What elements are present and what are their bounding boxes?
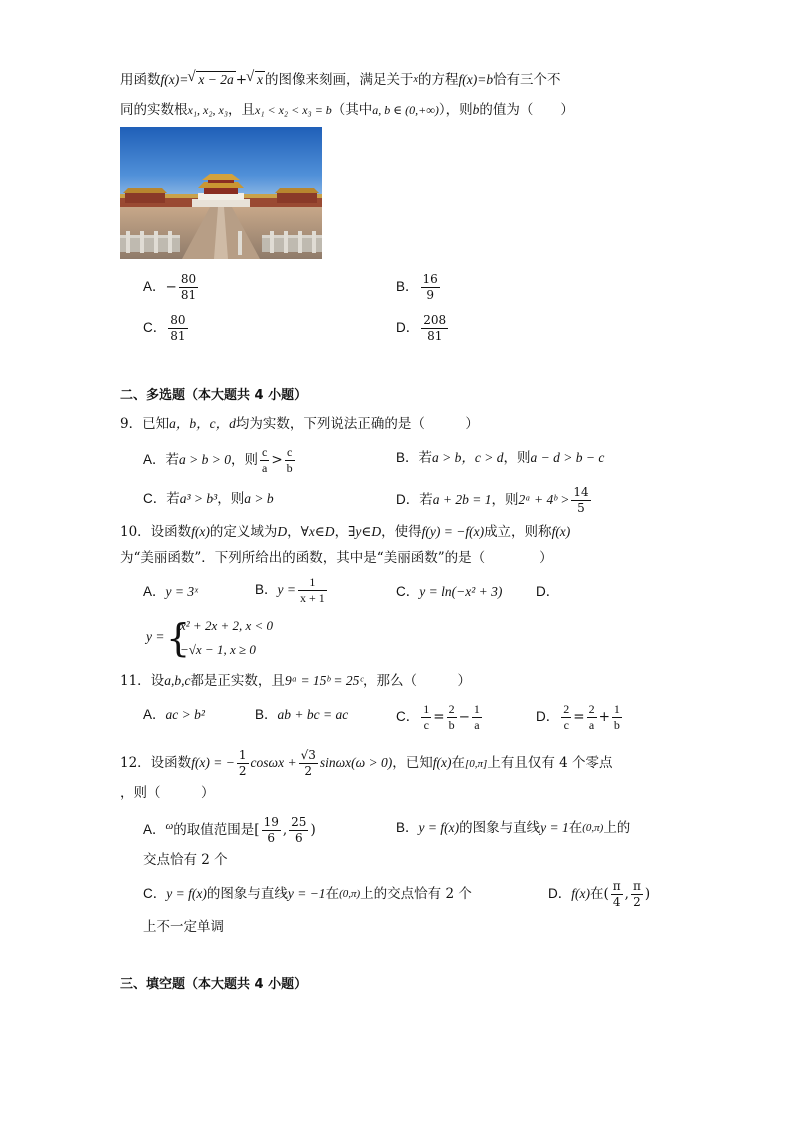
bracket: )	[310, 822, 316, 838]
section-heading-multiple-choice: 二、多选题（本大题共 4 小题）	[120, 388, 308, 403]
denominator: c	[423, 718, 429, 732]
cos-term: cosωx +	[250, 755, 297, 770]
expression: y = ln(−x² + 3)	[419, 584, 503, 599]
option-label: D．	[536, 584, 560, 599]
option-text: 的图象与直线	[206, 886, 288, 902]
numerator: π	[612, 879, 621, 893]
variables: a，b，c，d	[169, 416, 236, 431]
function-def: f(x) = −	[191, 755, 235, 770]
numerator: 208	[423, 313, 447, 327]
intro-text: ，且	[228, 102, 255, 118]
q11-option-c[interactable]	[396, 702, 484, 733]
q11-option-d[interactable]	[536, 702, 624, 733]
q12-option-c[interactable]	[143, 883, 472, 905]
q12-option-b-continued: 交点恰有 2 个	[143, 852, 228, 868]
numerator: 16	[422, 272, 438, 286]
comma: ，	[287, 524, 301, 540]
option-text: 上的交点恰有 2 个	[360, 886, 472, 902]
option-label: D．若	[396, 492, 433, 507]
expression: y =	[146, 629, 165, 644]
option-label: B．若	[396, 450, 433, 465]
bracket: )	[644, 886, 651, 902]
q8-option-a[interactable]	[143, 272, 200, 303]
stem-text: 在	[451, 755, 465, 771]
stem-text: 都是正实数，且	[190, 673, 285, 689]
denominator: a	[588, 718, 595, 732]
interval: (0,π)	[339, 888, 361, 900]
q12-option-b[interactable]	[396, 817, 630, 839]
option-label: A．	[143, 822, 166, 837]
result: a > b	[244, 491, 274, 506]
condition: a > b > 0	[179, 452, 231, 467]
intro-text: 用函数	[120, 72, 161, 88]
denominator: 81	[170, 329, 186, 343]
denominator: 2	[633, 895, 641, 909]
numerator: c	[262, 445, 268, 459]
option-label: A．	[143, 279, 166, 294]
condition: a > b，c > d	[432, 450, 504, 465]
q11-option-a[interactable]	[143, 704, 205, 726]
stem-text: 12．设函数	[120, 755, 192, 771]
q12-stem-line-1	[120, 748, 613, 779]
q8-option-b[interactable]	[396, 272, 442, 303]
q9-option-d[interactable]	[396, 485, 593, 516]
expression: y =	[277, 582, 296, 597]
intro-text: 同的实数根	[120, 102, 188, 118]
intro-text: 的方程	[417, 72, 459, 88]
piecewise-case-1: x² + 2x + 2, x < 0	[180, 618, 274, 633]
function: f(x)	[551, 524, 571, 539]
denominator: 6	[267, 831, 276, 845]
option-text: 的图象与直线	[459, 820, 541, 836]
q10-option-a[interactable]	[143, 581, 198, 603]
comma: ,	[624, 886, 629, 902]
variables: a,b,c	[164, 673, 191, 688]
option-label: C．	[396, 709, 420, 724]
stem-text: 9．已知	[120, 416, 170, 432]
bracket: (	[603, 886, 609, 902]
stem-text: 上有且仅有 4 个零点	[487, 755, 613, 771]
option-label: B．	[255, 707, 278, 722]
palace-image	[120, 127, 322, 259]
expression: ac > b²	[165, 707, 205, 722]
numerator: 1	[613, 702, 620, 716]
equation: f(y) = −f(x)	[421, 524, 485, 539]
numerator: 2	[448, 702, 455, 716]
q12-stem-line-2: ，则（ ）	[120, 785, 215, 801]
numerator: 19	[263, 815, 279, 829]
equals-sign: =	[573, 709, 585, 725]
question-intro-line-2	[120, 100, 574, 120]
piecewise-case-2: −√x − 1, x ≥ 0	[180, 642, 256, 657]
denominator: 2	[304, 764, 313, 778]
stem-text: 的定义域为	[209, 524, 278, 540]
q9-option-c[interactable]	[143, 488, 274, 510]
q8-option-d[interactable]	[396, 313, 450, 344]
q10-option-d[interactable]	[536, 581, 559, 603]
forbidden-city-photo	[120, 127, 322, 259]
q9-stem	[120, 414, 479, 434]
denominator: 4	[612, 895, 621, 909]
denominator: b	[286, 461, 293, 475]
condition: a³ > b³	[179, 491, 218, 506]
q9-option-b[interactable]	[396, 447, 604, 469]
plus-sign: +	[598, 709, 610, 725]
option-text: 的取值范围是	[173, 822, 255, 838]
q8-option-c[interactable]	[143, 313, 190, 344]
omega-symbol: ω	[165, 820, 174, 832]
denominator: 81	[180, 288, 197, 302]
sqrt-term-2: √ x	[255, 71, 265, 88]
denominator: a	[262, 461, 268, 475]
option-label: B．	[396, 279, 419, 294]
minus-sign: −	[458, 709, 470, 725]
numerator: c	[285, 445, 295, 461]
comma: ，	[334, 524, 349, 540]
question-intro-line-1	[120, 70, 561, 90]
sin-term: sinωx(ω > 0)	[319, 755, 393, 770]
numerator: 80	[180, 272, 197, 286]
plus-sign: +	[235, 72, 248, 88]
result: a − d > b − c	[530, 450, 605, 465]
numerator: 1	[423, 702, 430, 716]
then-text: ，则	[491, 492, 519, 508]
interval: [0,π]	[465, 758, 488, 770]
roots: x₁, x₂, x₃	[187, 103, 228, 117]
option-label: C．	[396, 584, 420, 599]
option-label: A．	[143, 707, 166, 722]
domain: a, b ∈ (0,+∞)	[372, 103, 439, 117]
q10-option-c[interactable]	[396, 581, 502, 603]
section-heading-fill-in: 三、填空题（本大题共 4 小题）	[120, 977, 308, 992]
gt-sign: >	[271, 452, 283, 468]
denominator: 9	[426, 288, 434, 302]
numerator: 1	[473, 702, 480, 716]
option-label: B．	[396, 820, 419, 835]
denominator: b	[448, 718, 455, 732]
numerator: 2	[563, 702, 570, 716]
q12-option-a[interactable]	[143, 815, 316, 846]
q11-stem	[120, 671, 471, 691]
stem-text: 11．设	[120, 673, 165, 689]
option-label: C．	[143, 886, 167, 901]
inequality: x₁ < x₂ < x₃ = b	[255, 103, 332, 117]
intro-text: （其中	[331, 102, 373, 118]
option-text: 在	[568, 820, 583, 836]
numerator: π	[632, 879, 641, 893]
then-text: ，则	[503, 450, 531, 466]
function: f(x)	[571, 886, 590, 901]
forall-clause: ∀x∈D	[300, 524, 335, 539]
expression: y = f(x)	[166, 886, 207, 901]
comma: ,	[282, 822, 288, 838]
equation: f(x)=b	[458, 72, 494, 87]
stem-text: 成立，则称	[484, 524, 552, 540]
denominator: 5	[577, 501, 585, 515]
option-text: 在	[589, 886, 604, 902]
variable-b: b	[472, 102, 480, 117]
denominator: a	[474, 718, 480, 732]
expression: ab + bc = ac	[277, 707, 349, 722]
line-equation: y = −1	[287, 886, 326, 901]
q10-option-b[interactable]	[255, 575, 329, 606]
option-label: A．	[143, 584, 166, 599]
denominator: 2	[238, 764, 247, 778]
equals-sign: =	[433, 709, 445, 725]
exists-clause: ∃y∈D	[348, 524, 382, 539]
q12-option-d[interactable]	[548, 879, 650, 910]
denominator: 81	[427, 329, 443, 343]
then-text: ，则	[217, 491, 245, 507]
left-brace: {	[166, 616, 191, 660]
minus-sign: −	[165, 279, 177, 295]
stem-text: ，使得	[381, 524, 422, 540]
then-text: ，则	[231, 452, 258, 468]
intro-text: 的图像来刻画，满足关于	[265, 72, 414, 88]
condition: 9ᵃ = 15ᵇ = 25ᶜ	[284, 673, 363, 688]
q10-stem-line-1	[120, 522, 570, 542]
stem-text: ，那么（ ）	[362, 673, 471, 689]
domain-symbol: D	[277, 524, 288, 539]
variable-x: x	[413, 74, 418, 85]
function: f(x)	[432, 755, 452, 770]
numerator: 1	[298, 575, 327, 591]
stem-text: 均为实数，下列说法正确的是（ ）	[235, 416, 479, 432]
function-def: f(x)=	[160, 72, 189, 87]
option-label: D．	[536, 709, 560, 724]
bracket: [	[254, 822, 260, 838]
option-label: C．	[143, 320, 167, 335]
intro-text: 的值为（ ）	[479, 102, 574, 118]
q12-option-d-continued: 上不一定单调	[143, 919, 224, 935]
function: f(x)	[191, 524, 210, 539]
line-equation: y = 1	[540, 820, 569, 835]
q9-option-a[interactable]	[143, 445, 297, 476]
numerator: √3	[300, 748, 316, 762]
intro-text: 恰有三个不	[493, 72, 561, 88]
numerator: 25	[291, 815, 307, 829]
numerator: 80	[170, 313, 186, 327]
option-label: A．若	[143, 452, 180, 467]
option-label: D．	[548, 886, 572, 901]
q10-stem-line-2: 为“美丽函数”．下列所给出的函数，其中是“美丽函数”的是（ ）	[120, 550, 553, 566]
interval: (0,π)	[582, 822, 604, 834]
option-label: C．若	[143, 491, 180, 506]
q11-option-b[interactable]	[255, 704, 348, 726]
option-text: 在	[325, 886, 340, 902]
denominator: x + 1	[300, 591, 325, 605]
option-label: D．	[396, 320, 420, 335]
condition: a + 2b = 1	[432, 492, 492, 507]
result: 2ᵃ + 4ᵇ >	[518, 492, 570, 507]
denominator: c	[563, 718, 569, 732]
stem-text: 10．设函数	[120, 524, 192, 540]
intro-text: ），则	[438, 102, 473, 118]
expression: y = 3ˣ	[165, 584, 198, 599]
option-label: B．	[255, 582, 278, 597]
option-text: 上的	[603, 820, 631, 836]
stem-text: ，已知	[392, 755, 433, 771]
numerator: 2	[588, 702, 595, 716]
numerator: 1	[238, 748, 247, 762]
denominator: b	[613, 718, 620, 732]
sqrt-term-1: √ x − 2a	[196, 71, 235, 88]
numerator: 14	[573, 485, 589, 499]
q10-option-d-piecewise	[146, 616, 326, 664]
denominator: 6	[294, 831, 303, 845]
expression: y = f(x)	[418, 820, 460, 835]
